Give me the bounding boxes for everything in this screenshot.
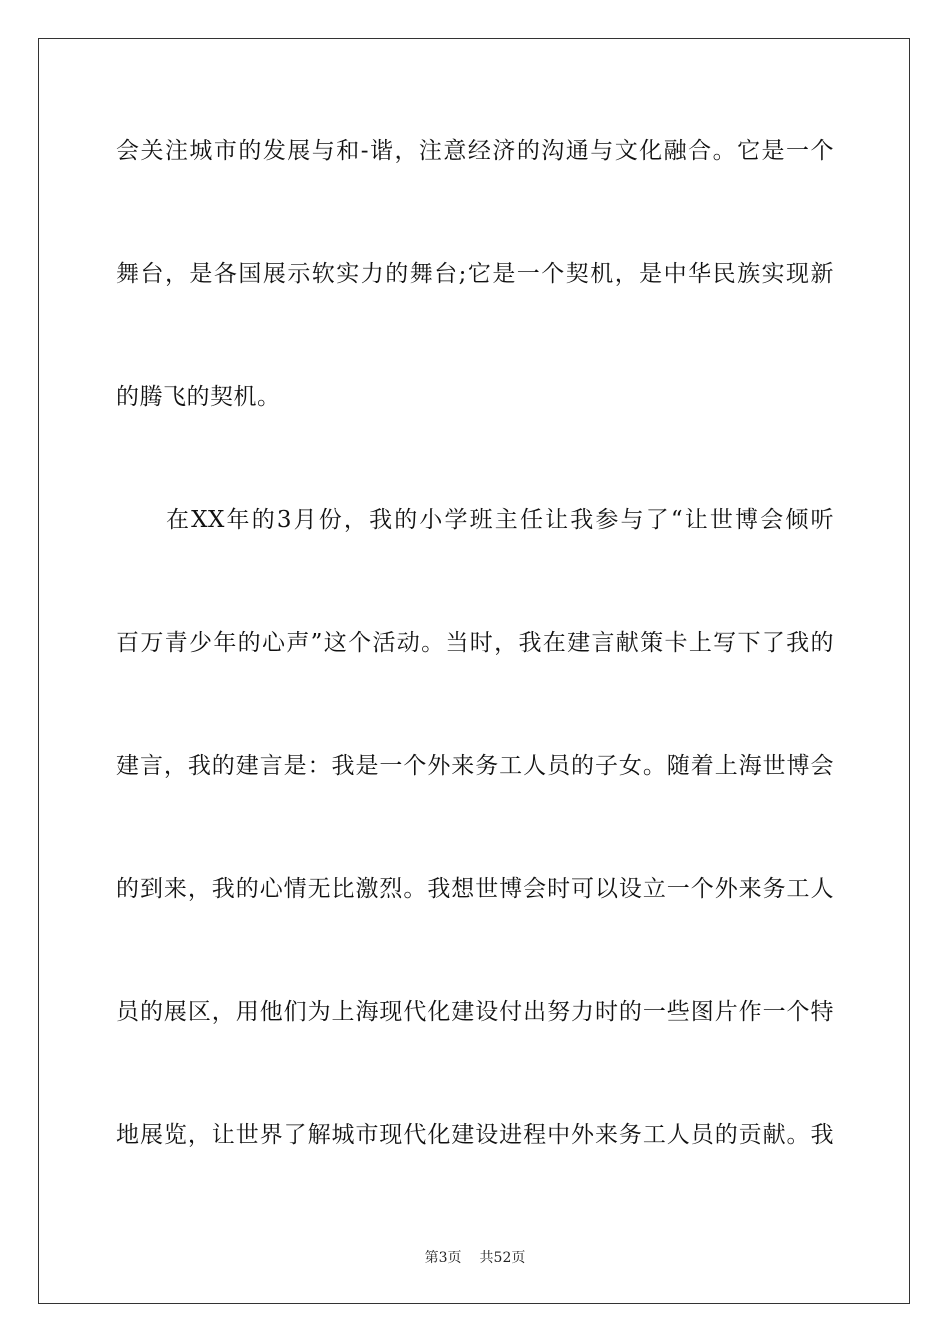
text-line-3: 的腾飞的契机。 <box>116 384 281 410</box>
text-line-1: 会关注城市的发展与和-谐，注意经济的沟通与文化融合。它是一个 <box>116 138 834 164</box>
page-number: 第3页 <box>424 1250 462 1266</box>
text-line-9: 地展览，让世界了解城市现代化建设进程中外来务工人员的贡献。我 <box>116 1122 834 1148</box>
text-line-5: 百万青少年的心声”这个活动。当时，我在建言献策卡上写下了我的 <box>116 630 834 656</box>
page-total: 共52页 <box>479 1250 526 1266</box>
text-line-7: 的到来，我的心情无比激烈。我想世博会时可以设立一个外来务工人 <box>116 876 834 902</box>
page-footer <box>0 1247 950 1267</box>
text-line-6: 建言，我的建言是：我是一个外来务工人员的子女。随着上海世博会 <box>116 753 834 779</box>
text-line-8: 员的展区，用他们为上海现代化建设付出努力时的一些图片作一个特 <box>116 999 834 1025</box>
text-line-4: 在XX年的3月份，我的小学班主任让我参与了“让世博会倾听 <box>166 507 834 533</box>
text-line-2: 舞台，是各国展示软实力的舞台;它是一个契机，是中华民族实现新 <box>116 261 834 287</box>
page-border <box>38 38 910 1304</box>
